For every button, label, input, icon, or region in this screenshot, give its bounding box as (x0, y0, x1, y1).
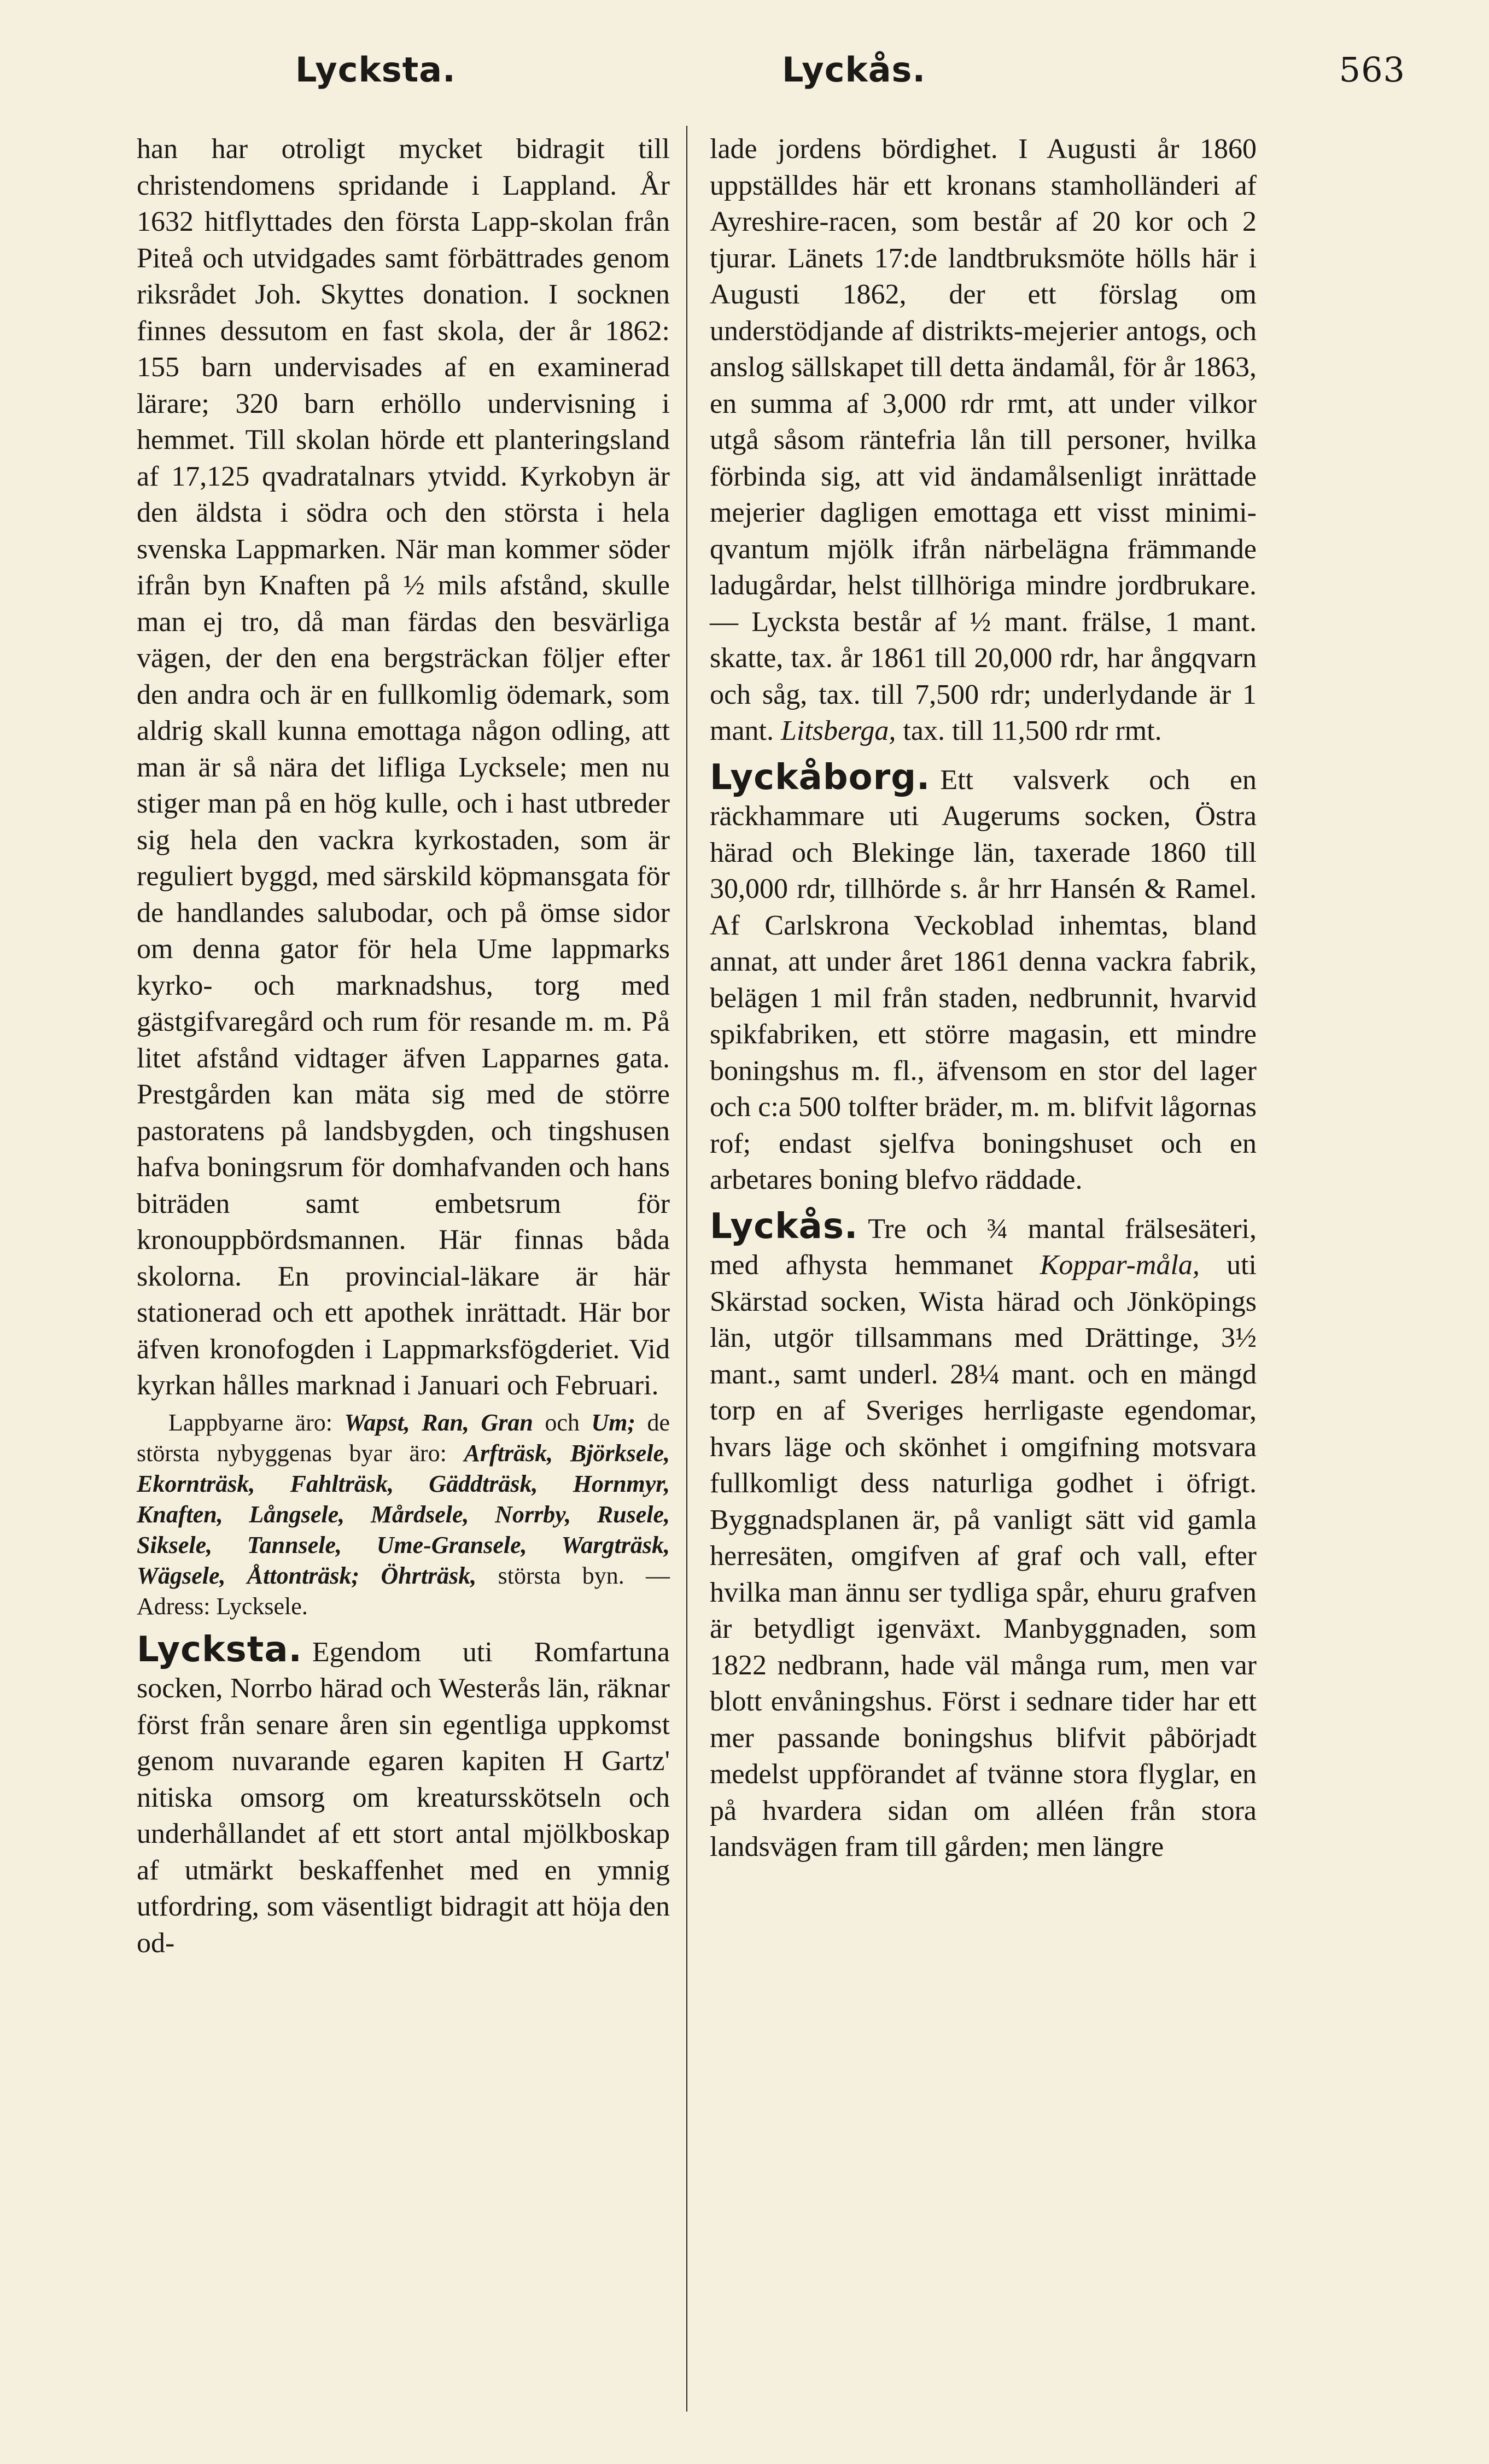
litsberga-word: Litsberga, (780, 715, 896, 746)
lyckas-text-2: uti Skärstad socken, Wista härad och Jönköpings län, utgör tillsammans med Drättinge, 3½ mant., samt underl. 28¼ mant. och en mängd torp en af Sveriges herrligaste egendomar, hvars läge och skönhet i omgifning motsvara fullkomligt dess naturliga godhet i öfrigt. Byggnadsplanen är, på vanligt sätt vid gamla herresäten, omgifven af graf och vall, efter hvilka man ännu ser tydliga spår, ehuru grafven är betydligt igenväxt. Manbyggnaden, som 1822 nedbrann, hade väl många rum, men var blott envåningshus. Först i sednare tider har ett mer passande boningshus blifvit påbörjadt medelst uppförandet af tvänne stora flyglar, en på hvardera sidan om alléen från stora landsvägen fram till gården; men längre (710, 1249, 1257, 1862)
lycksta-continuation (710, 131, 1257, 750)
left-column (137, 131, 670, 1961)
entry-lycksta (137, 1629, 670, 1962)
header-center-word: Lyckås. (782, 50, 926, 90)
right-column (710, 131, 1257, 1866)
page-number: 563 (1339, 50, 1405, 90)
lyckaborg-text: Ett valsverk och en räckhammare uti Augerums socken, Östra härad och Blekinge län, taxerade 1860 till 30,000 rdr, tillhörde s. år hrr Hansén & Ramel. Af Carlskrona Veckoblad inhemtas, bland annat, att under året 1861 denna vackra fabrik, belägen 1 mil från staden, nedbrunnit, hvarvid spikfabriken, ett större magasin, ett mindre boningshus m. fl., äfvensom en stor del lager och c:a 500 tolfter bräder, m. m. blifvit lågornas rof; endast sjelfva boningshuset och en arbetares boning blefvo räddade. (710, 764, 1257, 1195)
lycksele-note (137, 1408, 670, 1622)
lycksta-cont-text: lade jordens bördighet. I Augusti år 1860 uppställdes här ett kronans stamholländeri af Ayreshire-racen, som består af 20 kor och 2 tjurar. Länets 17:de landtbruksmöte hölls här i Augusti 1862, der ett förslag om understödjande af distrikts-mejerier antogs, och anslog sällskapet till detta ändamål, för år 1863, en summa af 3,000 rdr rmt, att under vilkor utgå såsom räntefria lån till personer, hvilka förbinda sig, att vid ändamålsenligt inrättade mejerier dagligen emottaga ett visst minimi-qvantum mjölk ifrån närbelägna främmande ladugårdar, helst tillhöriga mindre jordbrukare. — Lycksta består af ½ mant. frälse, 1 mant. skatte, tax. år 1861 till 20,000 rdr, har ångqvarn och såg, tax. till 7,500 rdr; underlydande är 1 mant. (710, 133, 1257, 746)
note-tail: största byn. — Adress: Lycksele. (137, 1562, 670, 1620)
entry-lyckas (710, 1208, 1257, 1866)
entry-lyckaborg (710, 757, 1257, 1199)
note-och: och (545, 1409, 580, 1436)
header-left-word: Lycksta. (295, 50, 456, 90)
column-divider (686, 126, 687, 2412)
lycksta-cont-tail: tax. till 11,500 rdr rmt. (903, 715, 1162, 746)
note-mid: de största nybyggenas byar äro: (137, 1409, 670, 1467)
note-lappbyar: Wapst, Ran, Gran (344, 1409, 533, 1436)
lycksta-text: Egendom uti Romfartuna socken, Norrbo härad och Westerås län, räknar först från senare åren sin egentliga uppkomst genom nuvarande egaren kapiten H Gartz' nitiska omsorg om kreatursskötseln och underhållandet af ett stort antal mjölkboskap af utmärkt beskaffenhet med en ymnig utfordring, som väsentligt bidragit att höja den od- (137, 1636, 670, 1959)
headword-lycksta: Lycksta. (137, 1629, 302, 1670)
note-byar-list: Arfträsk, Björksele, Ekornträsk, Fahlträsk, Gäddträsk, Hornmyr, Knaften, Långsele, Mårdsele, Norrby, Rusele, Siksele, Tannsele, Ume-Gransele, Wargträsk, Wägsele, Åttonträsk; Öhrträsk, (137, 1439, 670, 1589)
headword-lyckas: Lyckås. (710, 1206, 859, 1247)
note-um: Um; (591, 1409, 636, 1436)
lyckas-text-1: Tre och ¾ mantal frälsesäteri, med afhysta hemmanet (710, 1213, 1257, 1281)
note-lead: Lappbyarne äro: (168, 1409, 333, 1436)
lycksele-continuation: han har otroligt mycket bidragit till christendomens spridande i Lappland. År 1632 hitflyttades den första Lapp-skolan från Piteå och utvidgades samt förbättrades genom riksrådet Joh. Skyttes donation. I socknen finnes dessutom en fast skola, der år 1862: 155 barn undervisades af en examinerad lärare; 320 barn erhöllo undervisning i hemmet. Till skolan hörde ett planteringsland af 17,125 qvadratalnars ytvidd. Kyrkobyn är den äldsta i södra och den största i hela svenska Lappmarken. När man kommer söder ifrån byn Knaften på ½ mils afstånd, skulle man ej tro, då man färdas den besvärliga vägen, der den ena bergsträckan följer efter den andra och är en fullkomlig ödemark, som aldrig skall kunna emottaga någon odling, att man är så nära det lifliga Lycksele; men nu stiger man på en hög kulle, och i hast utbreder sig hela den vackra kyrkostaden, som är reguliert byggd, med särskild köpmansgata för de handlandes salubodar, och på ömse sidor om denna gator för hela Ume lappmarks kyrko- och marknadshus, torg med gästgifvaregård och rum för resande m. m. På litet afstånd vidtager äfven Lapparnes gata. Prestgården kan mäta sig med de större pastoratens på landsbygden, och tingshusen hafva boningsrum för domhafvanden och hans biträden samt embetsrum för kronouppbördsmannen. Här finnas båda skolorna. En provincial-läkare är här stationerad och ett apothek inrättadt. Här bor äfven kronofogden i Lappmarksfögderiet. Vid kyrkan hålles marknad i Januari och Februari. (137, 133, 670, 1401)
kopparmala-word: Koppar-måla, (1040, 1249, 1200, 1281)
running-header (131, 43, 1405, 97)
headword-lyckaborg: Lyckåborg. (710, 757, 931, 798)
